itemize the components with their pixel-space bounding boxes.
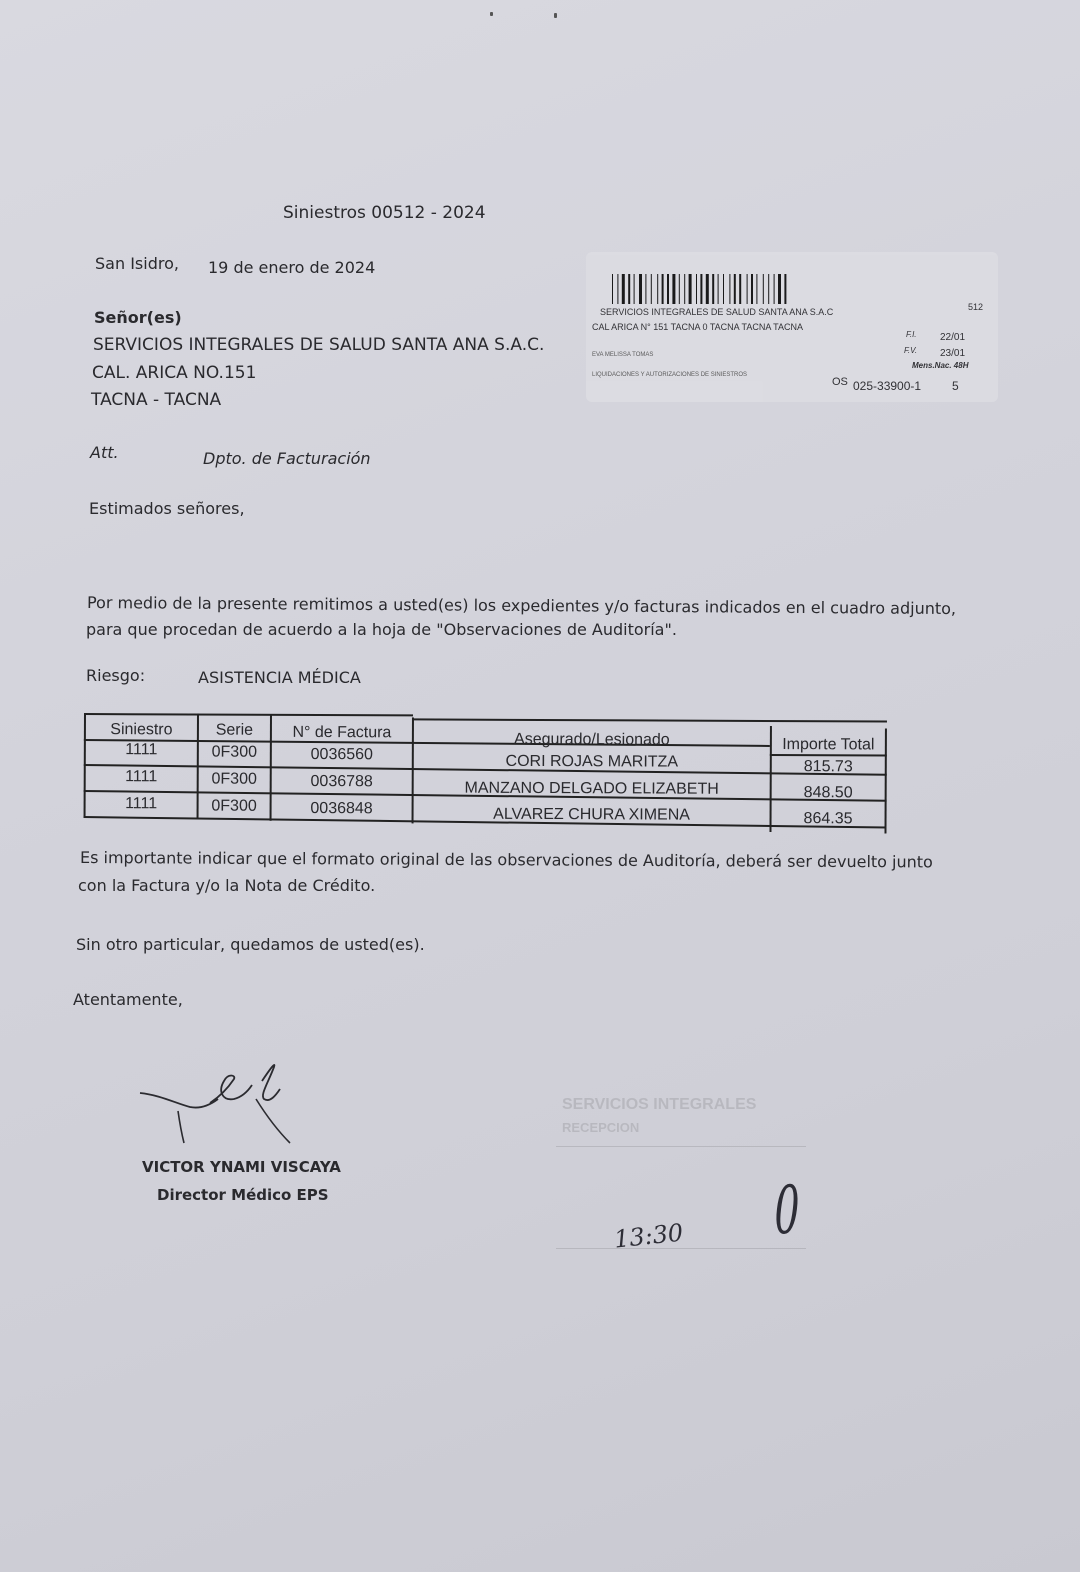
table-row-2-asegurado: MANZANO DELGADO ELIZABETH: [464, 779, 719, 798]
closing-line: Sin otro particular, quedamos de usted(es).: [76, 935, 425, 954]
attention-label: Att.: [90, 443, 119, 462]
label-fv-label: F.V.: [904, 346, 918, 355]
header-importe: Importe Total: [782, 736, 875, 754]
label-fv-value: 23/01: [940, 348, 966, 359]
label-address: CAL ARICA N° 151 TACNA 0 TACNA TACNA TACNA: [592, 322, 804, 332]
header-asegurado: Asegurado/Lesionado: [514, 730, 670, 749]
document-reference: Siniestros 00512 - 2024: [283, 203, 486, 223]
table-row-1-serie: 0F300: [211, 743, 258, 761]
table-row-2-importe: 848.50: [803, 784, 853, 802]
city-label: San Isidro,: [95, 254, 179, 273]
sign-off: Atentamente,: [73, 990, 183, 1009]
greeting: Estimados señores,: [89, 499, 245, 518]
risk-label: Riesgo:: [86, 666, 146, 685]
label-os-label: OS: [832, 376, 848, 388]
label-department: LIQUIDACIONES Y AUTORIZACIONES DE SINIESTROS: [592, 372, 748, 378]
handwritten-time: 13:30: [612, 1218, 685, 1254]
table-row-3-asegurado: ALVAREZ CHURA XIMENA: [493, 805, 690, 824]
table-row-1-importe: 815.73: [803, 758, 853, 776]
label-number: 512: [968, 302, 984, 312]
recipient-address: CAL. ARICA NO.151: [92, 363, 257, 383]
table-row-1-factura: 0036560: [310, 745, 373, 764]
paper-speck: [490, 12, 493, 16]
label-fi-label: F.I.: [906, 330, 917, 339]
body-line-2: para que procedan de acuerdo a la hoja de "Observaciones de Auditoría".: [86, 620, 677, 639]
table-row-1-asegurado: CORI ROJAS MARITZA: [505, 752, 679, 771]
signatory-name: VICTOR YNAMI VISCAYA: [142, 1158, 341, 1176]
table-row-2-factura: 0036788: [310, 772, 373, 791]
signatory-title: Director Médico EPS: [157, 1186, 329, 1204]
header-siniestro: Siniestro: [110, 721, 173, 739]
label-os-value: 025-33900-1: [853, 379, 922, 393]
table-row-3-siniestro: 1111: [125, 795, 158, 813]
label-company: SERVICIOS INTEGRALES DE SALUD SANTA ANA S.A.C: [600, 307, 834, 317]
table-row-1-siniestro: 1111: [125, 741, 158, 759]
header-factura: N° de Factura: [292, 723, 392, 742]
label-fi-value: 22/01: [940, 332, 966, 343]
table-row-2-serie: 0F300: [211, 770, 257, 788]
table-row-3-factura: 0036848: [310, 799, 373, 818]
recipient-city: TACNA - TACNA: [91, 390, 222, 410]
note-line-1: Es importante indicar que el formato original de las observaciones de Auditoría, deberá ser devuelto junto: [79, 848, 933, 872]
header-serie: Serie: [215, 721, 254, 739]
paper-speck: [554, 13, 557, 18]
table-row-3-importe: 864.35: [803, 810, 853, 828]
handwritten-mark: 0: [774, 1172, 800, 1249]
signature-graphic: [130, 1055, 310, 1155]
label-count: 5: [952, 379, 959, 393]
recipient-company: SERVICIOS INTEGRALES DE SALUD SANTA ANA S.A.C.: [93, 335, 545, 355]
risk-value: ASISTENCIA MÉDICA: [198, 668, 361, 687]
label-person: EVA MELISSA TOMAS: [592, 352, 654, 358]
table-row-3-serie: 0F300: [211, 797, 257, 815]
label-courier: Mens.Nac. 48H: [912, 361, 969, 370]
note-line-2: con la Factura y/o la Nota de Crédito.: [78, 876, 376, 895]
salutation: Señor(es): [94, 308, 182, 327]
claims-table: [83, 713, 887, 834]
shipping-label: [586, 252, 998, 402]
barcode-icon: [612, 274, 824, 304]
attention-department: Dpto. de Facturación: [203, 449, 371, 468]
stamp-line-3: RECEPCION: [562, 1120, 640, 1135]
stamp-line-1: SERVICIOS INTEGRALES: [562, 1096, 757, 1113]
letter-date: 19 de enero de 2024: [208, 258, 376, 277]
body-line-1: Por medio de la presente remitimos a usted(es) los expedientes y/o facturas indicados en el cuadro adjunto,: [86, 593, 957, 619]
table-row-2-siniestro: 1111: [125, 768, 158, 786]
